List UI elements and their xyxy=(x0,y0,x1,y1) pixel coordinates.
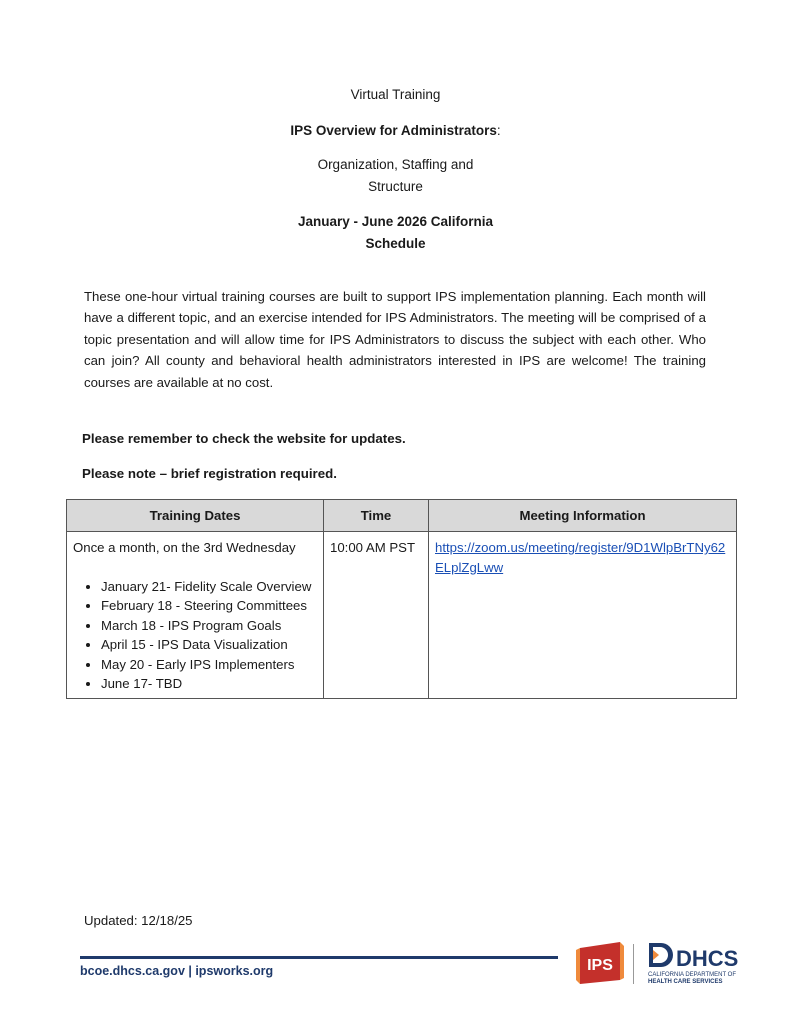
training-type: Virtual Training xyxy=(350,87,441,102)
header-meeting-information: Meeting Information xyxy=(429,500,737,532)
dates-intro: Once a month, on the 3rd Wednesday xyxy=(73,540,296,555)
dhcs-logo xyxy=(645,940,741,991)
table-header-row xyxy=(67,500,737,532)
registration-note: Please note – brief registration required. xyxy=(82,466,337,481)
header-time: Time xyxy=(324,500,429,532)
meeting-info-cell xyxy=(429,532,737,699)
zoom-registration-link[interactable]: https://zoom.us/meeting/register/9D1WlpBrTNy62ELplZgLww xyxy=(435,540,726,575)
session-item: • January 21- Fidelity Scale Overview xyxy=(101,577,317,597)
schedule-table xyxy=(66,499,737,699)
dhcs-tagline-1: CALIFORNIA DEPARTMENT OF xyxy=(648,972,737,978)
schedule-heading-line-2: Schedule xyxy=(365,236,426,251)
title-text: IPS Overview for Administrators xyxy=(290,123,497,138)
session-item: • June 17- TBD xyxy=(101,674,317,694)
dhcs-tagline-2: HEALTH CARE SERVICES xyxy=(648,979,723,985)
dhcs-logo-text: DHCS xyxy=(676,946,739,971)
session-item: • May 20 - Early IPS Implementers xyxy=(101,655,317,675)
session-item: • March 18 - IPS Program Goals xyxy=(101,616,317,636)
time-cell: 10:00 AM PST xyxy=(324,532,429,699)
footer-links[interactable]: bcoe.dhcs.ca.gov | ipsworks.org xyxy=(80,964,274,978)
subtitle-line-1: Organization, Staffing and xyxy=(317,157,474,172)
session-item: • February 18 - Steering Committees xyxy=(101,596,317,616)
page-title xyxy=(0,120,791,142)
ips-logo xyxy=(574,940,626,991)
subtitle-line-2: Structure xyxy=(368,179,423,194)
table-row xyxy=(67,532,737,699)
footer-divider-line xyxy=(80,956,558,959)
logo-divider xyxy=(633,944,634,984)
session-list xyxy=(73,577,317,694)
ips-logo-text: IPS xyxy=(587,957,613,974)
session-item: • April 15 - IPS Data Visualization xyxy=(101,635,317,655)
title-suffix: : xyxy=(496,123,501,138)
intro-paragraph: These one-hour virtual training courses are built to support IPS implementation planning. Each month will have a different topic, and an exercise intended for IPS Administrators. The meeting will be comprised of a topic presentation and will allow time for IPS Administrators to discuss the subject with each other. Who can join? All county and behavioral health administrators interested in IPS are welcome! The training courses are available at no cost. xyxy=(84,289,706,390)
website-note: Please remember to check the website for updates. xyxy=(82,431,406,446)
updated-date: Updated: 12/18/25 xyxy=(84,913,193,928)
header-training-dates: Training Dates xyxy=(67,500,324,532)
schedule-heading-line-1: January - June 2026 California xyxy=(297,214,494,229)
training-dates-cell xyxy=(67,532,324,699)
